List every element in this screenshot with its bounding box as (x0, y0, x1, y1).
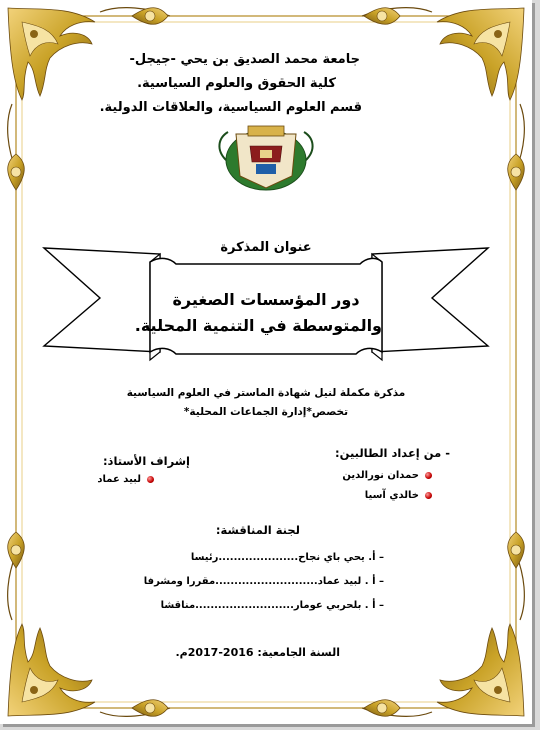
department-name: قسم العلوم السياسية، والعلاقات الدولية. (99, 100, 362, 115)
student-name-2: خالدي آسيا (365, 490, 432, 501)
university-emblem (219, 126, 312, 190)
students-heading: - من إعداد الطالبين: (335, 446, 450, 460)
thesis-title-line-1: دور المؤسسات الصغيرة (172, 290, 360, 309)
memo-specialization: تخصص*إدارة الجماعات المحلية* (183, 406, 349, 418)
memo-description: مذكرة مكملة لنيل شهادة الماستر في العلوم السياسية (126, 387, 406, 399)
academic-year: السنة الجامعية: 2016-2017م. (175, 646, 340, 659)
thesis-title-label: عنوان المذكرة (220, 240, 312, 255)
jury-heading: لجنة المناقشة: (215, 523, 300, 537)
jury-member-2: – أ . لبيد عماد...........................مقررا ومشرفا (143, 576, 384, 587)
jury-member-1: – أ. يحي باي نجاح.....................رئيسا (190, 552, 384, 563)
supervisor-name: لبيد عماد (97, 474, 154, 485)
red-bullet-icon (147, 476, 154, 483)
red-bullet-icon (425, 472, 432, 479)
jury-member-3: – أ . بلحربي عومار..........................مناقشا (160, 600, 384, 611)
faculty-name: كلية الحقوق والعلوم السياسية. (137, 76, 336, 91)
university-name: جامعة محمد الصديق بن يحي -جيجل- (129, 52, 360, 67)
thesis-title-line-2: والمتوسطة في التنمية المحلية. (134, 316, 382, 335)
red-bullet-icon (425, 492, 432, 499)
student-name-1: حمدان نورالدين (342, 470, 432, 481)
supervisor-heading: إشراف الأستاذ: (102, 454, 190, 468)
